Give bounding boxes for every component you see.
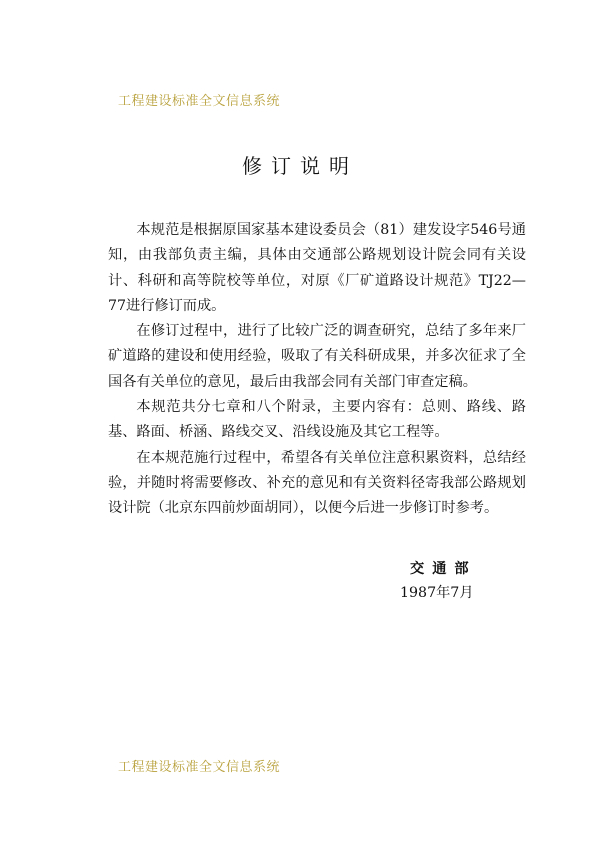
watermark-header: 工程建设标准全文信息系统	[118, 94, 281, 109]
watermark-footer: 工程建设标准全文信息系统	[118, 760, 281, 775]
paragraph: 在本规范施行过程中，希望各有关单位注意积累资料，总结经验，并随时将需要修改、补充的意见和有关资料径寄我部公路规划设计院（北京东四前炒面胡同），以便今后进一步修订时参考。	[108, 449, 526, 517]
document-body	[108, 218, 526, 522]
signature-date: 1987年7月	[400, 585, 474, 601]
signature-organization: 交通部	[410, 561, 477, 577]
page-title: 修订说明	[242, 154, 358, 178]
paragraph: 在修订过程中，进行了比较广泛的调查研究，总结了多年来厂矿道路的建设和使用经验，吸取了有关科研成果，并多次征求了全国各有关单位的意见，最后由我部会同有关部门审查定稿。	[108, 323, 526, 390]
paragraph: 本规范共分七章和八个附录，主要内容有：总则、路线、路基、路面、桥涵、路线交叉、沿线设施及其它工程等。	[108, 399, 526, 441]
paragraph: 本规范是根据原国家基本建设委员会（81）建发设字546号通知，由我部负责主编，具体由交通部公路规划设计院会同有关设计、科研和高等院校等单位，对原《厂矿道路设计规范》TJ22—77进行修订而成。	[108, 222, 526, 314]
